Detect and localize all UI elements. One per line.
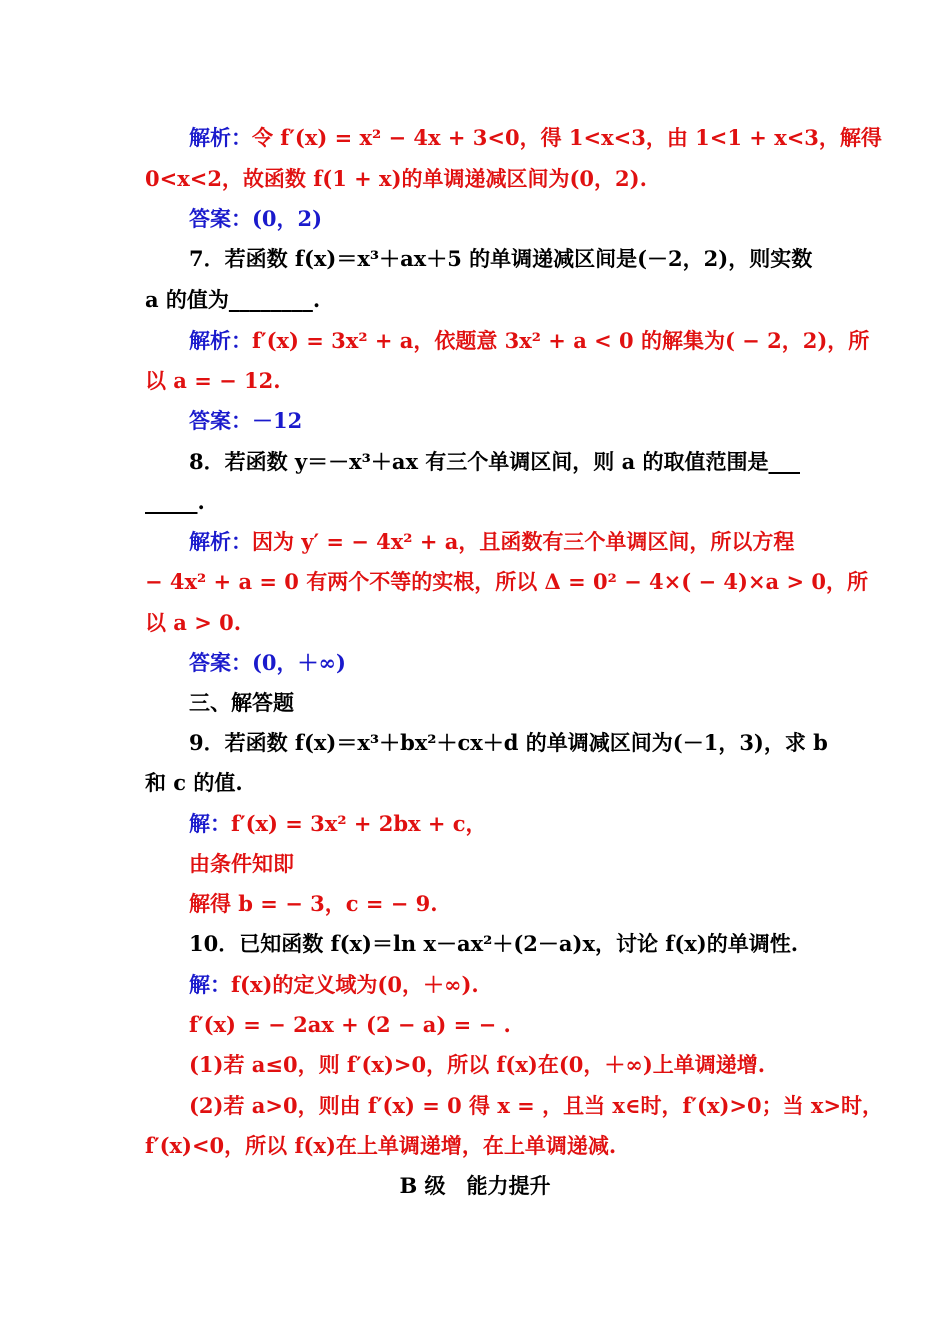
analysis-label: 解析： [189,529,252,554]
question-8-continuation: _____. [145,489,205,514]
section-title-b: B 级 能力提升 [399,1173,551,1198]
question-8: 8．若函数 y＝－x³＋ax 有三个单调区间，则 a 的取值范围是___ [189,449,801,474]
solution-text: f′(x) = − 2ax + (2 − a) = − . [189,1012,511,1037]
solution-label: 解： [189,811,231,836]
question-10: 10．已知函数 f(x)＝ln x－ax²＋(2－a)x，讨论 f(x)的单调性. [189,931,799,956]
solution-continuation: f′(x)<0，所以 f(x)在上单调递增，在上单调递减. [145,1133,617,1158]
solution-text: (2)若 a>0，则由 f′(x) = 0 得 x = ，且当 x∈时，f′(x)>0；当 x>时， [189,1093,884,1118]
answer-line [189,649,815,677]
answer-text: －12 [252,408,303,433]
solution-line [189,810,815,838]
answer-label: 答案： [189,206,252,231]
analysis-line [189,528,815,556]
analysis-continuation: − 4x² + a = 0 有两个不等的实根，所以 Δ = 0² − 4×( − 4)×a > 0，所 [145,569,868,594]
answer-label: 答案： [189,650,252,675]
section-heading: 三、解答题 [189,690,294,715]
analysis-label: 解析： [189,125,252,150]
analysis-text: f′(x) = 3x² + a，依题意 3x² + a < 0 的解集为( − 2，2)，所 [252,328,870,353]
solution-label: 解： [189,972,231,997]
analysis-text: 令 f′(x) = x² − 4x + 3<0，得 1<x<3，由 1<1 + x<3，解得 [252,125,882,150]
question-9-continuation: 和 c 的值. [145,770,243,795]
answer-line [189,205,815,233]
answer-label: 答案： [189,408,252,433]
answer-text: (0，＋∞) [252,650,346,675]
analysis-label: 解析： [189,328,252,353]
analysis-line [189,327,870,355]
question-7: 7．若函数 f(x)＝x³＋ax＋5 的单调递减区间是(－2，2)，则实数 [189,246,813,271]
analysis-continuation: 0<x<2，故函数 f(1 + x)的单调递减区间为(0，2). [145,166,647,191]
question-7-continuation: a 的值为________. [145,287,321,312]
analysis-continuation: 以 a = − 12. [145,368,281,393]
answer-text: (0，2) [252,206,323,231]
solution-line [189,971,815,999]
solution-text: (1)若 a≤0，则 f′(x)>0，所以 f(x)在(0，＋∞)上单调递增. [189,1052,766,1077]
analysis-line [189,124,882,152]
solution-text: f′(x) = 3x² + 2bx + c， [231,811,487,836]
solution-text: f(x)的定义域为(0，＋∞). [231,972,479,997]
analysis-text: 因为 y′ = − 4x² + a，且函数有三个单调区间，所以方程 [252,529,795,554]
solution-text: 解得 b = − 3，c = − 9. [189,891,438,916]
analysis-continuation: 以 a > 0. [145,610,242,635]
question-9: 9．若函数 f(x)＝x³＋bx²＋cx＋d 的单调减区间为(－1，3)，求 b [189,730,828,755]
solution-text: 由条件知即 [189,851,294,876]
answer-line [189,407,815,435]
